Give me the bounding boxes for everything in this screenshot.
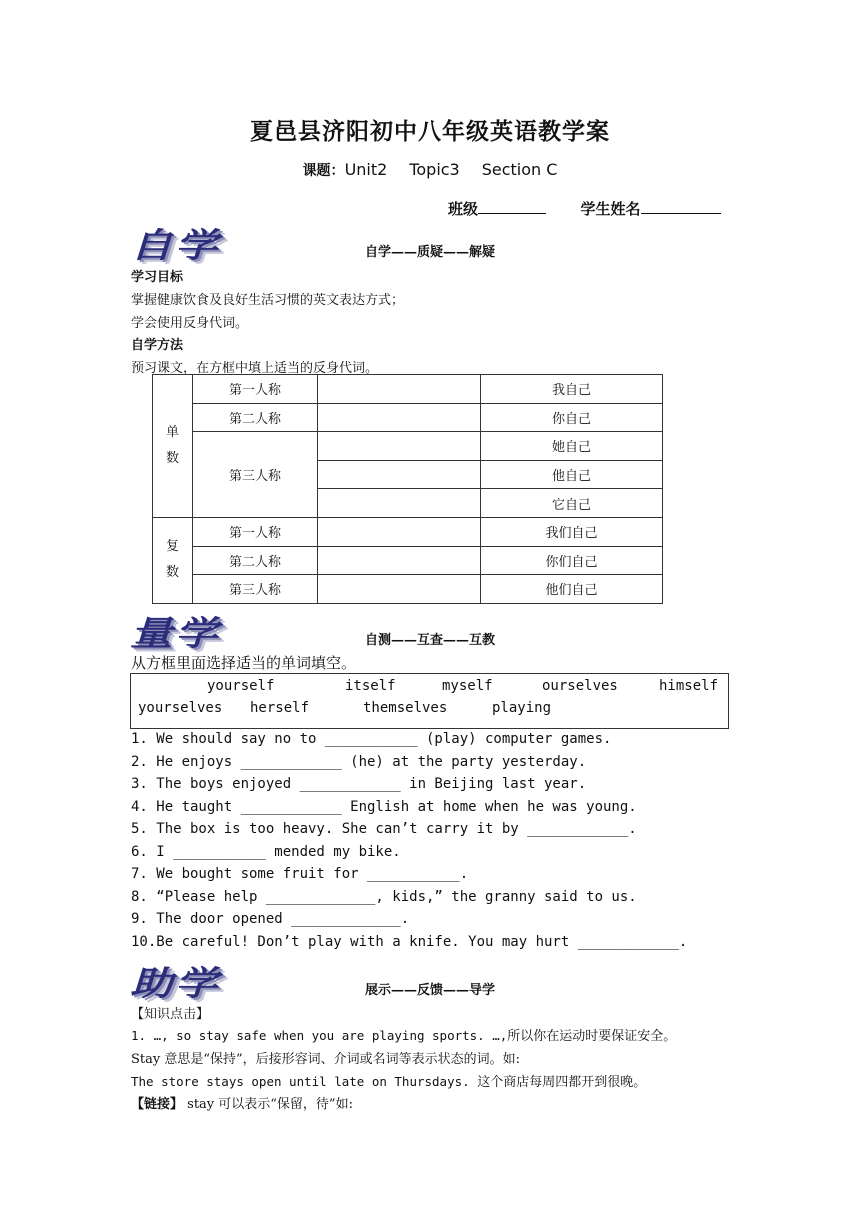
knowledge-line-3-en: The store stays open until late on Thursdays.	[131, 1074, 478, 1089]
topic-label: 课题：	[302, 163, 345, 179]
question-4: 4. He taught ____________ English at home when he was young.	[131, 799, 637, 815]
question-9: 9. The door opened _____________.	[131, 911, 410, 927]
word-option: yourself	[207, 678, 275, 694]
goal-item: 学会使用反身代词。	[131, 316, 249, 331]
answer-cell[interactable]	[318, 432, 481, 461]
person-cell: 第二人称	[193, 403, 318, 432]
method-text: 预习课文，在方框中填上适当的反身代词。	[131, 361, 379, 376]
answer-cell[interactable]	[318, 575, 481, 604]
student-name-blank[interactable]	[641, 199, 721, 214]
answer-cell[interactable]	[318, 546, 481, 575]
answer-cell[interactable]	[318, 489, 481, 518]
student-name-label: 学生姓名	[580, 200, 641, 218]
help-heading: 展示——反馈——导学	[364, 983, 495, 998]
word-option: herself	[250, 700, 310, 716]
plural-label: 复 数	[153, 517, 193, 603]
table-row	[153, 403, 663, 432]
person-cell: 第三人称	[193, 575, 318, 604]
answer-cell[interactable]	[318, 375, 481, 404]
meaning-cell: 你们自己	[481, 546, 663, 575]
topic-section: Section C	[481, 160, 558, 179]
question-5: 5. The box is too heavy. She can’t carry it by ____________.	[131, 821, 637, 837]
meaning-cell: 他们自己	[481, 575, 663, 604]
meaning-cell: 她自己	[481, 432, 663, 461]
word-option: playing	[492, 700, 552, 716]
word-option: themselves	[363, 700, 448, 716]
class-label: 班级	[448, 200, 479, 218]
person-cell: 第三人称	[193, 432, 318, 518]
topic-line	[0, 160, 860, 180]
word-option: ourselves	[542, 678, 618, 694]
knowledge-line-1-cn: 所以你在运动时要保证安全。	[507, 1029, 677, 1044]
method-label: 自学方法	[131, 338, 184, 353]
table-row	[153, 575, 663, 604]
link-text: stay 可以表示“保留，待”如:	[183, 1097, 353, 1112]
goals-label: 学习目标	[131, 270, 184, 285]
knowledge-link	[131, 1093, 353, 1112]
table-row	[153, 517, 663, 546]
table-row	[153, 546, 663, 575]
question-7: 7. We bought some fruit for ___________.	[131, 866, 469, 882]
meaning-cell: 它自己	[481, 489, 663, 518]
meaning-cell: 你自己	[481, 403, 663, 432]
meaning-cell: 他自己	[481, 460, 663, 489]
knowledge-line-2: Stay 意思是“保持”，后接形容词、介词或名词等表示状态的词。如:	[131, 1052, 521, 1067]
help-logo: 助学	[130, 964, 220, 1004]
measure-heading: 自测——互查——互教	[364, 633, 495, 648]
knowledge-label: 【知识点击】	[131, 1007, 210, 1022]
link-label: 【链接】	[131, 1097, 184, 1112]
word-option: himself	[659, 678, 719, 694]
word-option: myself	[442, 678, 493, 694]
measure-logo: 量学	[130, 614, 220, 654]
goal-item: 掌握健康饮食及良好生活习惯的英文表达方式；	[131, 293, 405, 308]
knowledge-line-1	[131, 1025, 676, 1044]
table-row	[153, 432, 663, 461]
answer-cell[interactable]	[318, 517, 481, 546]
singular-label: 单 数	[153, 375, 193, 518]
answer-cell[interactable]	[318, 403, 481, 432]
word-box	[130, 673, 729, 729]
table-row	[153, 375, 663, 404]
exercise-instruction: 从方框里面选择适当的单词填空。	[131, 654, 357, 672]
person-cell: 第一人称	[193, 517, 318, 546]
question-2: 2. He enjoys ____________ (he) at the party yesterday.	[131, 754, 587, 770]
class-student-row	[448, 198, 721, 219]
question-10: 10.Be careful! Don’t play with a knife. You may hurt ____________.	[131, 934, 688, 950]
self-study-heading: 自学——质疑——解疑	[364, 245, 495, 260]
knowledge-line-3-cn: 这个商店每周四都开到很晚。	[477, 1075, 647, 1090]
question-3: 3. The boys enjoyed ____________ in Beijing last year.	[131, 776, 587, 792]
topic-topic: Topic3	[409, 160, 460, 179]
answer-cell[interactable]	[318, 460, 481, 489]
meaning-cell: 我们自己	[481, 517, 663, 546]
question-1: 1. We should say no to ___________ (play) computer games.	[131, 731, 612, 747]
knowledge-line-1-en: 1. …, so stay safe when you are playing sports. …,	[131, 1028, 508, 1043]
knowledge-line-3	[131, 1071, 646, 1090]
meaning-cell: 我自己	[481, 375, 663, 404]
person-cell: 第一人称	[193, 375, 318, 404]
word-option: yourselves	[138, 700, 223, 716]
person-cell: 第二人称	[193, 546, 318, 575]
pronoun-table	[152, 374, 663, 604]
page-title: 夏邑县济阳初中八年级英语教学案	[250, 118, 610, 145]
question-6: 6. I ___________ mended my bike.	[131, 844, 401, 860]
word-option: itself	[345, 678, 396, 694]
class-blank[interactable]	[478, 199, 546, 214]
question-8: 8. “Please help _____________, kids,” the granny said to us.	[131, 889, 637, 905]
topic-unit: Unit2	[344, 160, 388, 179]
self-study-logo: 自学	[130, 226, 220, 266]
